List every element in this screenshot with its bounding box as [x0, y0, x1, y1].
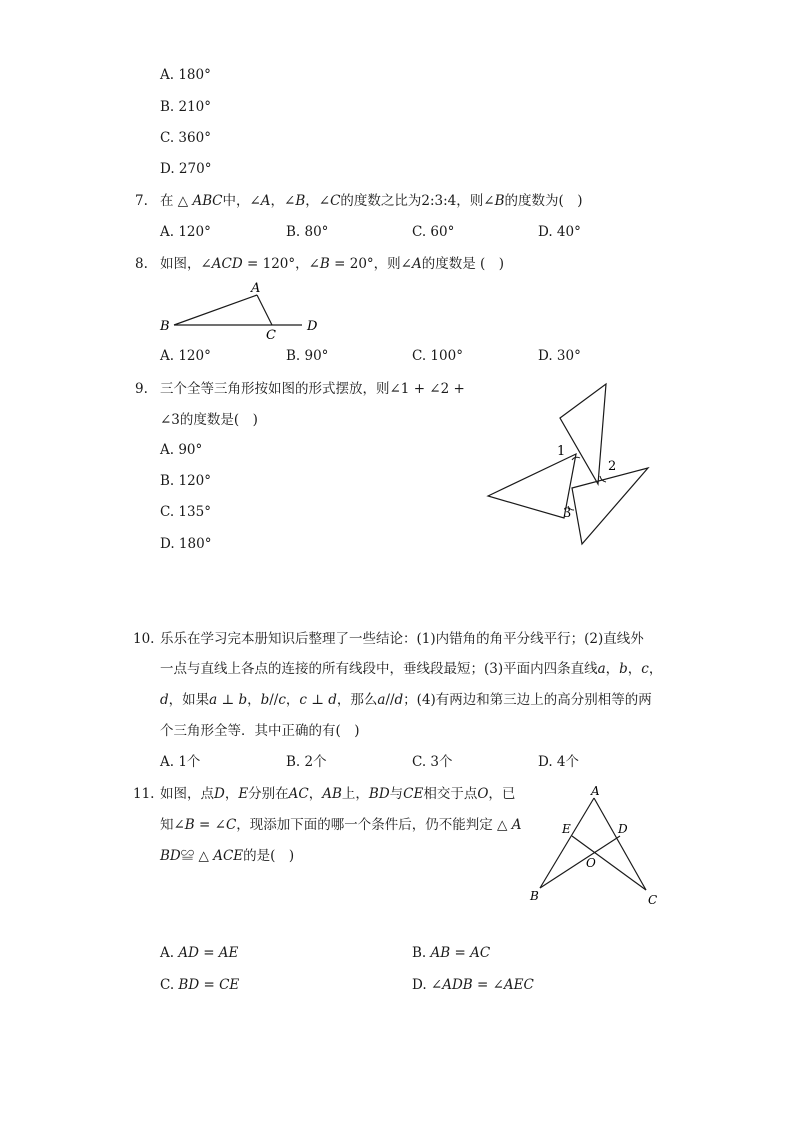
q9-triangle-right	[572, 468, 648, 544]
q11-option-a: A. 𝐴𝐷 = 𝐴𝐸	[160, 945, 239, 961]
q10-stem-line3: 𝑑，如果𝑎 ⊥ 𝑏，𝑏//𝑐，𝑐 ⊥ 𝑑，那么𝑎//𝑑；(4)有两边和第三边上的高分别相等的两	[160, 692, 652, 708]
q11-stem-line1: 如图，点𝐷，𝐸分别在𝐴𝐶，𝐴𝐵上，𝐵𝐷与𝐶𝐸相交于点𝑂，已	[160, 786, 516, 802]
q11-label-d: D	[618, 822, 628, 836]
q9-option-b: B. 120°	[160, 473, 212, 489]
q11-line-ce	[572, 836, 646, 890]
q8-triangle-figure	[150, 278, 330, 342]
q10-option-c: C. 3个	[412, 754, 453, 770]
q6-option-b: B. 210°	[160, 99, 212, 115]
q11-label-o: O	[586, 856, 596, 870]
q6-option-d: D. 270°	[160, 161, 212, 177]
q10-stem-line2: 一点与直线上各点的连接的所有线段中，垂线段最短；(3)平面内四条直线𝑎，𝑏，𝑐，	[160, 661, 663, 677]
q9-label-1: 1	[557, 444, 566, 459]
q7-option-a: A. 120°	[160, 224, 211, 240]
q10-option-d: D. 4个	[538, 754, 580, 770]
q11-line-ac	[594, 798, 646, 890]
q11-line-ab	[540, 798, 594, 888]
q8-option-b: B. 90°	[286, 348, 329, 364]
q9-label-2: 2	[608, 459, 617, 474]
q9-three-triangles-figure	[480, 378, 660, 550]
q9-number: 9.	[135, 381, 148, 397]
q10-option-b: B. 2个	[286, 754, 327, 770]
q9-stem-line2: ∠3的度数是( )	[160, 412, 258, 428]
q8-label-a: A	[251, 281, 261, 296]
q8-label-c: C	[266, 328, 276, 342]
q10-number: 10.	[133, 631, 155, 647]
q7-number: 7.	[135, 193, 148, 209]
q11-label-b: B	[530, 889, 539, 903]
q11-triangle-figure	[522, 784, 664, 910]
q8-line-ac	[257, 295, 272, 325]
q11-label-e: E	[562, 822, 571, 836]
q11-stem-line3: 𝐵𝐷≌ △ 𝐴𝐶𝐸的是( )	[160, 848, 295, 864]
q6-option-a: A. 180°	[160, 67, 211, 83]
q11-option-c: C. 𝐵𝐷 = 𝐶𝐸	[160, 977, 240, 993]
q8-option-a: A. 120°	[160, 348, 211, 364]
q8-option-c: C. 100°	[412, 348, 463, 364]
q8-line-ba	[174, 295, 257, 325]
q10-option-a: A. 1个	[160, 754, 201, 770]
q11-stem-line2: 知∠𝐵 = ∠𝐶，现添加下面的哪一个条件后，仍不能判定 △ 𝐴	[160, 817, 522, 833]
q11-number: 11.	[133, 786, 155, 802]
q10-stem-line4: 个三角形全等．其中正确的有( )	[160, 723, 360, 739]
q11-option-b: B. 𝐴𝐵 = 𝐴𝐶	[412, 945, 491, 961]
q7-option-b: B. 80°	[286, 224, 329, 240]
q11-option-d: D. ∠𝐴𝐷𝐵 = ∠𝐴𝐸𝐶	[412, 977, 534, 993]
q9-stem-line1: 三个全等三角形按如图的形式摆放，则∠1 + ∠2 +	[160, 381, 465, 397]
q11-label-a: A	[591, 784, 600, 798]
q8-number: 8.	[135, 256, 148, 272]
q9-triangle-upper	[560, 384, 606, 484]
q8-label-b: B	[160, 319, 170, 334]
q8-option-d: D. 30°	[538, 348, 581, 364]
q9-angle-1-arc	[572, 457, 580, 460]
q8-label-d: D	[307, 319, 318, 334]
q9-option-d: D. 180°	[160, 536, 212, 552]
q7-stem: 在 △ 𝐴𝐵𝐶中，∠𝐴，∠𝐵，∠𝐶的度数之比为2:3:4，则∠𝐵的度数为( )	[160, 193, 583, 209]
q9-option-c: C. 135°	[160, 504, 211, 520]
q6-option-c: C. 360°	[160, 130, 211, 146]
q8-stem: 如图，∠𝐴𝐶𝐷 = 120°，∠𝐵 = 20°，则∠𝐴的度数是 ( )	[160, 256, 505, 272]
q9-label-3: 3	[563, 506, 572, 521]
q11-label-c: C	[648, 893, 658, 907]
q9-option-a: A. 90°	[160, 442, 203, 458]
q10-stem-line1: 乐乐在学习完本册知识后整理了一些结论：(1)内错角的角平分线平行；(2)直线外	[160, 631, 644, 647]
q7-option-d: D. 40°	[538, 224, 581, 240]
q7-option-c: C. 60°	[412, 224, 455, 240]
